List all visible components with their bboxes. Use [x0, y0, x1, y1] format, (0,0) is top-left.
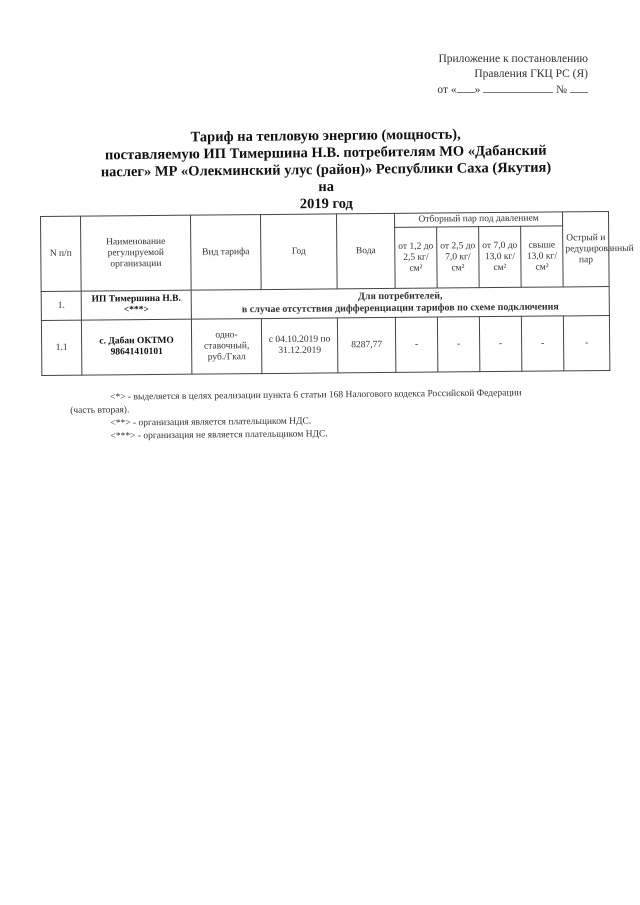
row2-tariff-type: одно-ставочный, руб./Гкал [191, 319, 261, 375]
row2-pressure-3: - [479, 316, 521, 371]
appendix-date-prefix: от « [437, 84, 457, 96]
month-blank [483, 82, 553, 93]
header-org: Наименование регулируемой организации [81, 215, 192, 291]
header-pressure-2: от 2,5 до 7,0 кг/ см² [437, 227, 480, 288]
number-blank [570, 82, 588, 93]
header-pressure-4: свыше 13,0 кг/ см² [521, 226, 564, 287]
header-pressure-3: от 7,0 до 13,0 кг/ см² [479, 226, 522, 287]
appendix-date-line [437, 82, 588, 98]
row2-pressure-4: - [521, 316, 564, 371]
footnote-1-cont: (часть вторая). [70, 405, 130, 416]
row2-pressure-2: - [437, 317, 479, 372]
appendix-number-sign: № [556, 84, 568, 96]
row1-note-line-2: в случае отсутствия дифференциации тарифов по схеме подключения [241, 301, 559, 316]
tariff-table [40, 211, 634, 376]
title-line-4: 2019 год [299, 195, 353, 213]
row1-consumers-note [191, 287, 609, 320]
tariff-table-wrapper [40, 211, 634, 376]
row1-num: 1. [41, 291, 81, 320]
table-row [41, 316, 610, 376]
appendix-date-mid: » [474, 84, 481, 96]
header-steam-group: Отборный пар под давлением [394, 212, 562, 227]
header-pressure-1: от 1,2 до 2,5 кг/ см² [395, 227, 438, 288]
title-line-2: поставляемую ИП Тимершина Н.В. потребителям МО «Дабанский [104, 142, 547, 164]
header-year: Год [260, 214, 337, 290]
title-line-3: наслег» МР «Олекминский улус (район)» Республики Саха (Якутия) на [100, 159, 552, 196]
row1-org: ИП Тимершина Н.В. <***> [81, 290, 191, 320]
header-sharp-steam: Острый и редуцированный пар [563, 212, 610, 287]
header-water: Вода [336, 213, 395, 289]
document-title [96, 126, 557, 216]
row2-num: 1.1 [41, 320, 81, 375]
appendix-header [437, 52, 588, 98]
row2-pressure-1: - [395, 317, 437, 372]
footnote-2: <**> - организация является плательщиком НДС. [110, 416, 312, 429]
footnote-1: <*> - выделяется в целях реализации пункта 6 статьи 168 Налогового кодекса Российской Федерации [110, 388, 522, 403]
day-blank [457, 82, 475, 93]
row2-sharp-steam: - [563, 316, 609, 371]
row1-note-line-1: Для потребителей, [357, 290, 443, 303]
footnotes [70, 387, 591, 444]
row2-year: с 04.10.2019 по 31.12.2019 [261, 318, 337, 374]
title-line-1: Тариф на тепловую энергию (мощность), [190, 126, 461, 146]
appendix-line-1: Приложение к постановлению [438, 53, 588, 65]
row2-org: с. Дабан ОКТМО 98641410101 [81, 319, 191, 375]
footnote-3: <***> - организация не является плательщиком НДС. [110, 429, 328, 442]
header-tariff-type: Вид тарифа [190, 215, 261, 291]
appendix-line-2: Правления ГКЦ РС (Я) [474, 68, 588, 80]
header-num: N п/п [41, 216, 82, 291]
row2-water: 8287,77 [337, 317, 395, 373]
